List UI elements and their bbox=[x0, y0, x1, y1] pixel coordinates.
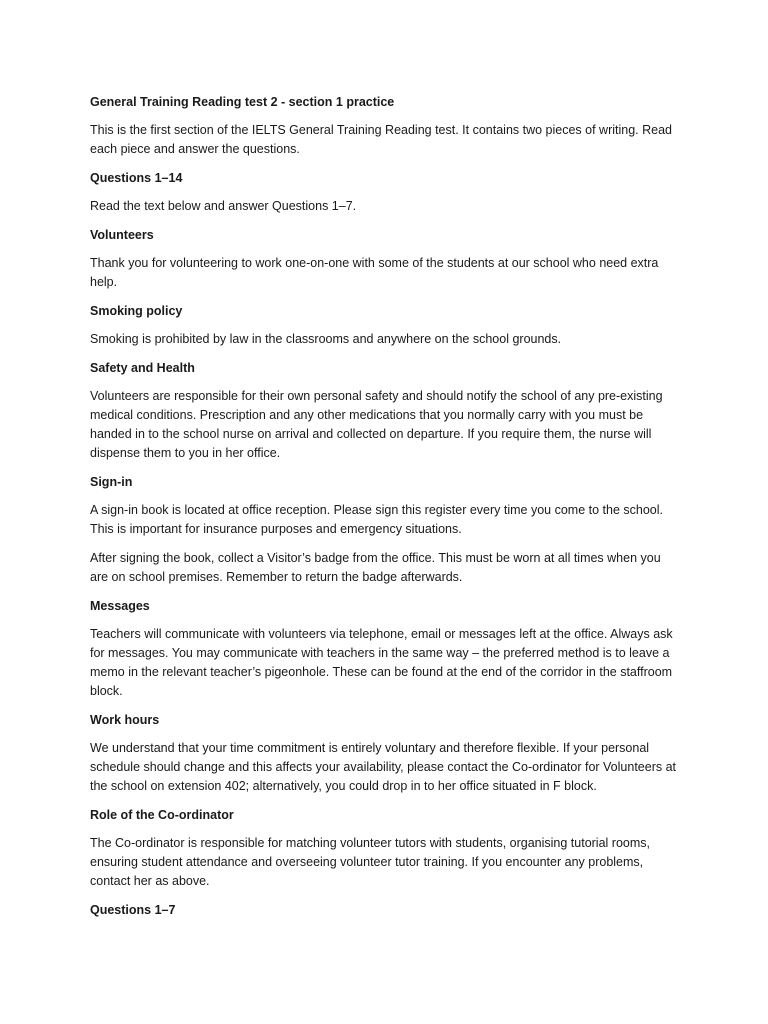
sign-in-paragraph-2: After signing the book, collect a Visitor’s badge from the office. This must be worn at all times when you are on school premises. Remember to return the badge afterwards. bbox=[90, 551, 661, 584]
section-heading-work-hours: Work hours bbox=[90, 713, 160, 727]
work-hours-paragraph: We understand that your time commitment is entirely voluntary and therefore flexible. If your personal schedule should change and this affects your availability, please contact the Co-ordinator for Volunteers at the school on extension 402; alternatively, you could drop in to her office situated in F block. bbox=[90, 741, 677, 793]
document-page bbox=[90, 93, 680, 929]
footer-questions-heading: Questions 1–7 bbox=[90, 903, 176, 917]
smoking-policy-paragraph: Smoking is prohibited by law in the classrooms and anywhere on the school grounds. bbox=[90, 332, 562, 346]
section-heading-sign-in: Sign-in bbox=[90, 475, 133, 489]
coordinator-role-paragraph: The Co-ordinator is responsible for matching volunteer tutors with students, organising tutorial rooms, ensuring student attendance and overseeing volunteer tutor training. If you encounter any problems, contact her as above. bbox=[90, 836, 650, 888]
section-heading-volunteers: Volunteers bbox=[90, 228, 154, 242]
volunteers-paragraph: Thank you for volunteering to work one-on-one with some of the students at our school who need extra help. bbox=[90, 256, 659, 289]
safety-health-paragraph: Volunteers are responsible for their own personal safety and should notify the school of any pre-existing medical conditions. Prescription and any other medications that you normally carry with you must be handed in to the school nurse on arrival and collected on departure. If you require them, the nurse will dispense them to you in her office. bbox=[90, 389, 663, 460]
intro-paragraph: This is the first section of the IELTS General Training Reading test. It contains two pieces of writing. Read each piece and answer the questions. bbox=[90, 123, 672, 156]
document-title: General Training Reading test 2 - section 1 practice bbox=[90, 95, 395, 109]
sign-in-paragraph-1: A sign-in book is located at office reception. Please sign this register every time you come to the school. This is important for insurance purposes and emergency situations. bbox=[90, 503, 663, 536]
section-heading-safety-health: Safety and Health bbox=[90, 361, 195, 375]
messages-paragraph: Teachers will communicate with volunteers via telephone, email or messages left at the office. Always ask for messages. You may communicate with teachers in the same way – the preferred method is to leave a memo in the relevant teacher’s pigeonhole. These can be found at the end of the corridor in the staffroom block. bbox=[90, 627, 673, 698]
section-heading-smoking-policy: Smoking policy bbox=[90, 304, 183, 318]
questions-heading: Questions 1–14 bbox=[90, 171, 183, 185]
instruction-paragraph: Read the text below and answer Questions 1–7. bbox=[90, 199, 357, 213]
section-heading-messages: Messages bbox=[90, 599, 150, 613]
section-heading-coordinator-role: Role of the Co-ordinator bbox=[90, 808, 234, 822]
